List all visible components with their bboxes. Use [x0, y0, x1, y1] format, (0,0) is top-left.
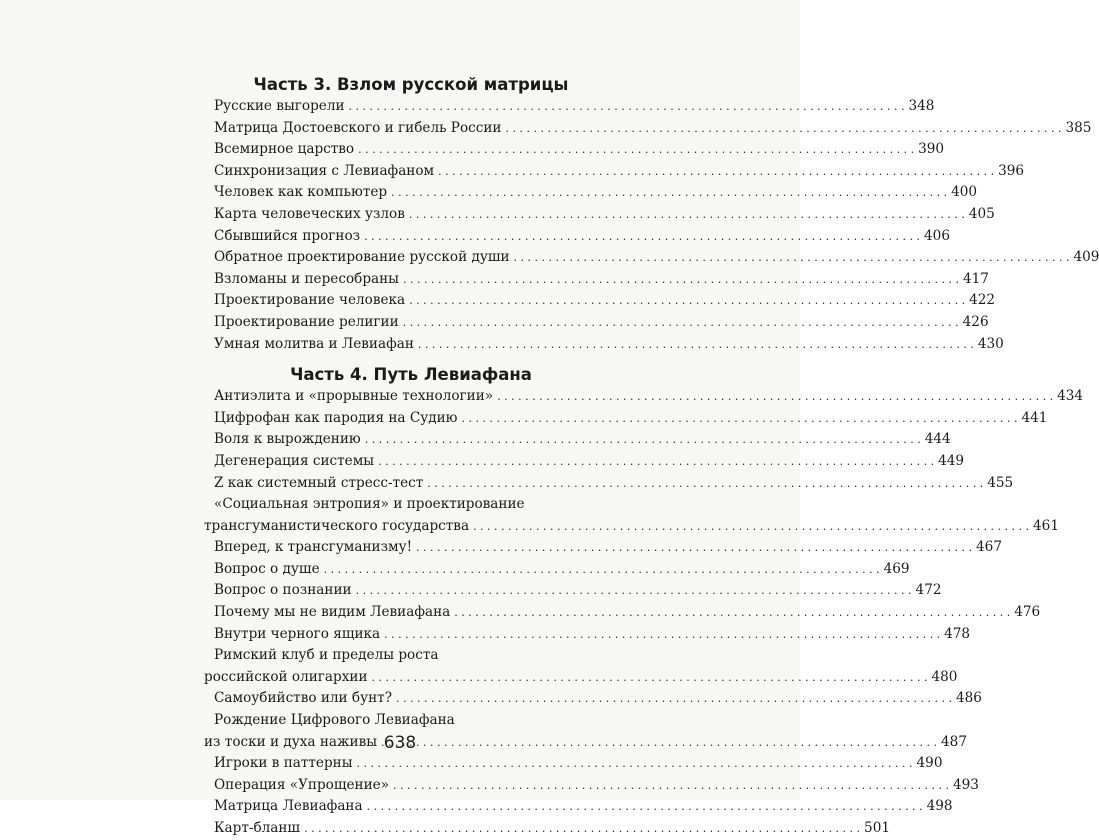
toc-entry — [204, 559, 596, 581]
toc-entry-title: Дегенерация системы — [214, 451, 374, 473]
toc-entry — [204, 96, 596, 118]
toc-entry — [204, 247, 596, 269]
toc-entry-page: 476 — [1014, 602, 1040, 624]
toc-entry — [204, 516, 596, 538]
toc-entry-title: Внутри черного ящика — [214, 624, 380, 646]
toc-entry-page: 426 — [963, 312, 989, 334]
toc-entry-title: Вопрос о познании — [214, 580, 352, 602]
leader-dots — [358, 139, 914, 161]
toc-entry — [204, 182, 596, 204]
toc-entry — [204, 451, 596, 473]
leader-dots — [418, 334, 974, 356]
leader-dots — [393, 775, 949, 797]
toc-entry-page: 493 — [953, 775, 979, 797]
leader-dots — [403, 269, 959, 291]
leader-dots — [514, 247, 1070, 269]
toc-entry — [204, 624, 596, 646]
leader-dots — [505, 118, 1061, 140]
toc-entry-title: Матрица Левиафана — [214, 796, 363, 818]
leader-dots — [356, 580, 912, 602]
toc-entry-title: Взломаны и пересобраны — [214, 269, 399, 291]
leader-dots — [473, 516, 1029, 538]
toc-entry — [204, 537, 596, 559]
toc-entry-page: 498 — [927, 796, 953, 818]
toc-entry-title: Почему мы не видим Левиафана — [214, 602, 450, 624]
toc-entry — [204, 429, 596, 451]
toc-entry-page: 406 — [924, 226, 950, 248]
part-4-title: Часть 4. Путь Левиафана — [204, 363, 596, 386]
toc-entry-page: 461 — [1033, 516, 1059, 538]
toc-entry-page: 417 — [963, 269, 989, 291]
leader-dots — [349, 96, 905, 118]
toc-entry — [204, 334, 596, 356]
toc-entry-title: Умная молитва и Левиафан — [214, 334, 414, 356]
leader-dots — [357, 753, 913, 775]
toc-entry-page: 396 — [998, 161, 1024, 183]
toc-entry-title: Обратное проектирование русской души — [214, 247, 510, 269]
toc-entry — [204, 161, 596, 183]
toc-entry-title: Карта человеческих узлов — [214, 204, 405, 226]
toc-entry-page: 385 — [1065, 118, 1091, 140]
toc-entry — [204, 602, 596, 624]
toc-entry-page: 467 — [976, 537, 1002, 559]
toc-entry — [204, 775, 596, 797]
toc-entry-title-line1: Римский клуб и пределы роста — [204, 645, 596, 667]
toc-entry — [204, 139, 596, 161]
leader-dots — [365, 429, 921, 451]
toc-entry-title-line1: Рождение Цифрового Левиафана — [204, 710, 596, 732]
toc-entry — [204, 667, 596, 689]
toc-entry-page: 472 — [916, 580, 942, 602]
toc-entry-page: 449 — [938, 451, 964, 473]
leader-dots — [324, 559, 880, 581]
table-of-contents — [204, 73, 596, 840]
toc-entry-title-line2: из тоски и духа наживы — [204, 732, 377, 754]
toc-entry-title: Вперед, к трансгуманизму! — [214, 537, 412, 559]
toc-entry-title: Воля к вырождению — [214, 429, 361, 451]
toc-entry — [204, 818, 596, 840]
toc-entry — [204, 473, 596, 495]
toc-entry-title-line2: российской олигархии — [204, 667, 368, 689]
toc-entry-page: 501 — [864, 818, 890, 840]
toc-entry-page: 487 — [941, 732, 967, 754]
toc-entry-title: Цифрофан как пародия на Судию — [214, 408, 458, 430]
toc-entry-title: Проектирование человека — [214, 290, 405, 312]
toc-entry — [204, 386, 596, 408]
leader-dots — [462, 408, 1018, 430]
toc-entry-title: Проектирование религии — [214, 312, 399, 334]
toc-entry-page: 490 — [917, 753, 943, 775]
toc-entry-title: Человек как компьютер — [214, 182, 387, 204]
part-3-title: Часть 3. Взлом русской матрицы — [204, 73, 596, 96]
toc-entry-title: Синхронизация с Левиафаном — [214, 161, 434, 183]
leader-dots — [396, 688, 952, 710]
leader-dots — [409, 204, 965, 226]
toc-entry — [204, 118, 596, 140]
toc-entry-title: Матрица Достоевского и гибель России — [214, 118, 501, 140]
toc-entry-page: 478 — [944, 624, 970, 646]
leader-dots — [391, 182, 947, 204]
toc-entry-title: Игроки в паттерны — [214, 753, 353, 775]
leader-dots — [427, 473, 983, 495]
toc-entry-title: Русские выгорели — [214, 96, 345, 118]
toc-entry-page: 455 — [987, 473, 1013, 495]
leader-dots — [304, 818, 860, 840]
page-number: 638 — [0, 733, 800, 753]
toc-entry — [204, 204, 596, 226]
toc-entry — [204, 226, 596, 248]
toc-entry-page: 390 — [918, 139, 944, 161]
leader-dots — [454, 602, 1010, 624]
leader-dots — [378, 451, 934, 473]
toc-entry-page: 441 — [1021, 408, 1047, 430]
toc-entry — [204, 796, 596, 818]
toc-entry-page: 409 — [1074, 247, 1099, 269]
toc-entry-title: Вопрос о душе — [214, 559, 320, 581]
toc-entry-page: 480 — [931, 667, 957, 689]
toc-entry-title-line1: «Социальная энтропия» и проектирование — [204, 494, 596, 516]
leader-dots — [409, 290, 965, 312]
leader-dots — [364, 226, 920, 248]
toc-entry-page: 405 — [969, 204, 995, 226]
toc-entry-title: Всемирное царство — [214, 139, 354, 161]
toc-entry-page: 486 — [956, 688, 982, 710]
toc-entry — [204, 753, 596, 775]
toc-entry-title: Самоубийство или бунт? — [214, 688, 392, 710]
leader-dots — [416, 537, 972, 559]
toc-entry-page: 434 — [1057, 386, 1083, 408]
leader-dots — [497, 386, 1053, 408]
leader-dots — [403, 312, 959, 334]
toc-entry-title: Антиэлита и «прорывные технологии» — [214, 386, 493, 408]
toc-entry-title: Операция «Упрощение» — [214, 775, 389, 797]
toc-entry-title: Z как системный стресс-тест — [214, 473, 423, 495]
toc-entry — [204, 312, 596, 334]
toc-entry-page: 400 — [951, 182, 977, 204]
toc-entry — [204, 688, 596, 710]
toc-entry — [204, 269, 596, 291]
toc-entry-page: 444 — [925, 429, 951, 451]
leader-dots — [384, 624, 940, 646]
toc-entry-page: 348 — [908, 96, 934, 118]
toc-entry — [204, 290, 596, 312]
toc-entry — [204, 408, 596, 430]
toc-entry-page: 430 — [978, 334, 1004, 356]
toc-entry-page: 422 — [969, 290, 995, 312]
toc-entry-title: Карт-бланш — [214, 818, 300, 840]
leader-dots — [367, 796, 923, 818]
leader-dots — [438, 161, 994, 183]
toc-entry-title-line2: трансгуманистического государства — [204, 516, 469, 538]
toc-entry-title: Сбывшийся прогноз — [214, 226, 360, 248]
toc-entry-page: 469 — [884, 559, 910, 581]
leader-dots — [372, 667, 928, 689]
toc-entry — [204, 580, 596, 602]
